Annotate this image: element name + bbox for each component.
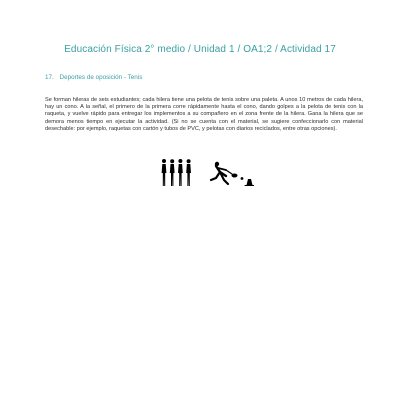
section-number: 17. xyxy=(45,74,54,81)
tennis-player-with-cone-icon xyxy=(208,160,254,188)
document-title: Educación Física 2° medio / Unidad 1 / OA1;2 / Actividad 17 xyxy=(64,44,336,55)
students-in-line-icon xyxy=(160,158,194,188)
activity-description: Se forman hileras de seis estudiantes; cada hilera tiene una pelota de tenis sobre una paleta. A unos 10 metros de cada hilera, hay un cono. A la señal, el primero de la primera corre rápidamente hasta el cono, dando golpes a la pelota de tenis con la raqueta, y vuelve rápido para entregar los implementos a su compañero en el zona frente de la hilera. Gana la hilera que se demora menos tiempo en ejecutar la actividad. (Si no se cuenta con el material, se sugiere confeccionarlo con material desechable: por ejemplo, raquetas con cartón y tubos de PVC, y pelotas con diarios reciclados, entre otras opciones). xyxy=(45,97,363,132)
section-title: Deportes de oposición - Tenis xyxy=(59,74,143,81)
section-heading xyxy=(45,74,146,81)
